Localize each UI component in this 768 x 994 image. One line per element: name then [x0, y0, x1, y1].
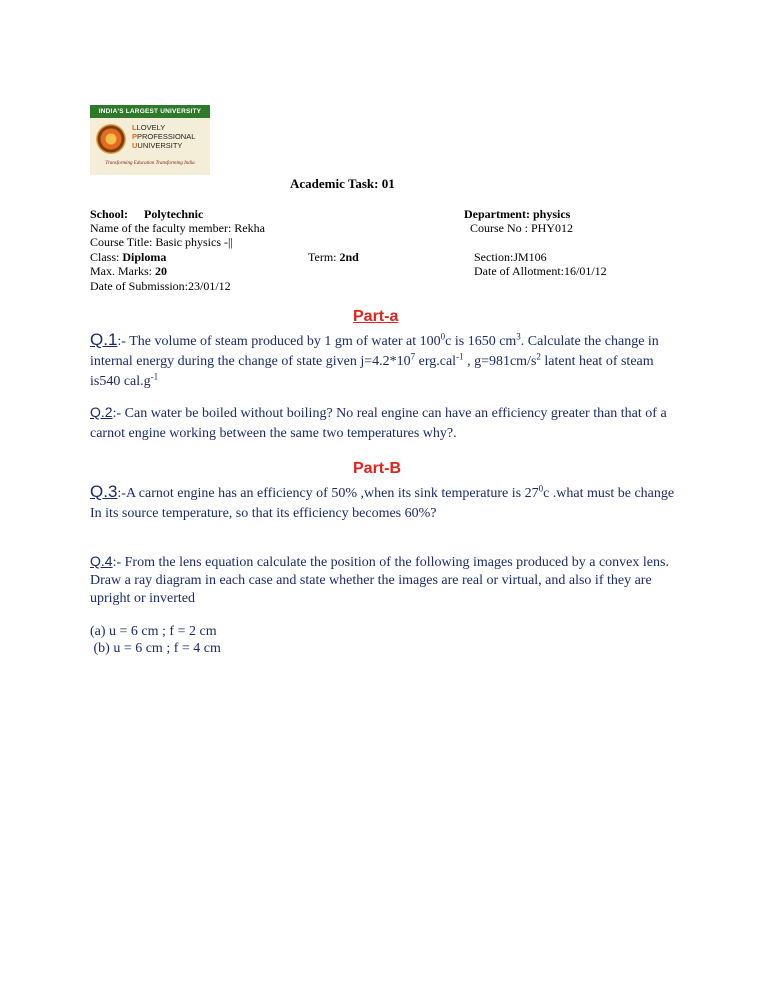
q2-sep: :- [112, 406, 122, 421]
class-label: Class: [90, 250, 120, 264]
logo-seal-icon [96, 124, 126, 154]
question-4 [90, 552, 680, 608]
q1-sup-5: 2 [536, 351, 541, 362]
date-of-allotment: Date of Allotment:16/01/12 [474, 264, 607, 278]
school-value: Polytechnic [144, 207, 204, 221]
q1-sup-1: 0 [440, 331, 446, 342]
q2-label: Q.2 [90, 404, 113, 420]
max-marks-value: 20 [155, 264, 167, 278]
school-label: School: [90, 207, 129, 221]
q1-text-1: The volume of steam produced by 1 gm of water at 100 [125, 334, 441, 349]
q1-text-2: c is 1650 cm [445, 334, 517, 349]
page-title: Academic Task: 01 [290, 176, 395, 191]
max-marks-label: Max. Marks: [90, 264, 152, 278]
q3-text-1: A carnot engine has an efficiency of 50% ,when its sink temperature is 27 [125, 486, 539, 501]
class-value: Diploma [122, 250, 167, 264]
q1-sup-3: 7 [410, 351, 416, 362]
q1-sep: :- [117, 334, 126, 349]
max-marks-row [90, 264, 167, 278]
faculty-member: Name of the faculty member: Rekha [90, 221, 265, 235]
term-label: Term: [308, 250, 337, 264]
class-row [90, 250, 166, 264]
part-a-heading: Part-a [353, 308, 399, 325]
q1-sup-4: -1 [456, 351, 464, 362]
q1-text-3: . Calculate the change in internal energy during the change of state given j=4.2*10 [90, 334, 659, 369]
section: Section:JM106 [474, 250, 547, 264]
q1-sup-2: 3 [516, 331, 521, 342]
question-3 [90, 482, 680, 524]
department: Department: physics [464, 207, 571, 221]
q3-label: Q.3 [90, 482, 118, 501]
term-row [308, 250, 359, 264]
q4-label: Q.4 [90, 553, 113, 569]
q1-sup-6: -1 [150, 371, 159, 382]
logo-banner: INDIA'S LARGEST UNIVERSITY [90, 105, 210, 118]
q1-text-4: erg.cal [415, 354, 457, 369]
logo-tagline: Transforming Education Transforming India [105, 161, 195, 166]
university-logo [90, 105, 210, 175]
q4-sep: :- [112, 555, 122, 570]
q4-part-b: (b) u = 6 cm ; f = 4 cm [90, 641, 221, 656]
q3-sup-1: 0 [538, 483, 544, 494]
date-of-submission: Date of Submission:23/01/12 [90, 279, 231, 293]
question-1 [90, 330, 680, 392]
q2-text: Can water be boiled without boiling? No real engine can have an efficiency greater than that of a carnot engine working between the same two temperatures why?. [90, 406, 667, 441]
q1-label: Q.1 [90, 330, 118, 349]
logo-name-line3: UNIVERSITY [137, 141, 183, 150]
q4-part-a: (a) u = 6 cm ; f = 2 cm [90, 624, 217, 639]
q1-text-5: , g=981cm/s [463, 354, 537, 369]
q3-sep: :- [117, 486, 126, 501]
part-b-heading: Part-B [353, 460, 402, 477]
q3-text-2: c .what must be change In its source temperature, so that its efficiency becomes 60%? [90, 486, 675, 521]
course-number: Course No : PHY012 [470, 221, 574, 235]
q1-text-6: latent heat of steam is540 cal.g [90, 354, 654, 389]
logo-name-line2: PROFESSIONAL [137, 132, 196, 141]
question-2 [90, 402, 688, 444]
logo-name: LLOVELY PPROFESSIONAL UUNIVERSITY [132, 123, 196, 150]
term-value: 2nd [339, 250, 359, 264]
q4-text: From the lens equation calculate the position of the following images produced by a convex lens. Draw a ray diagram in each case and state whether the images are real or virtual, and also if they are upright or inverted [90, 555, 669, 606]
logo-name-line1: LOVELY [136, 123, 166, 132]
course-title: Course Title: Basic physics -|| [90, 235, 233, 249]
